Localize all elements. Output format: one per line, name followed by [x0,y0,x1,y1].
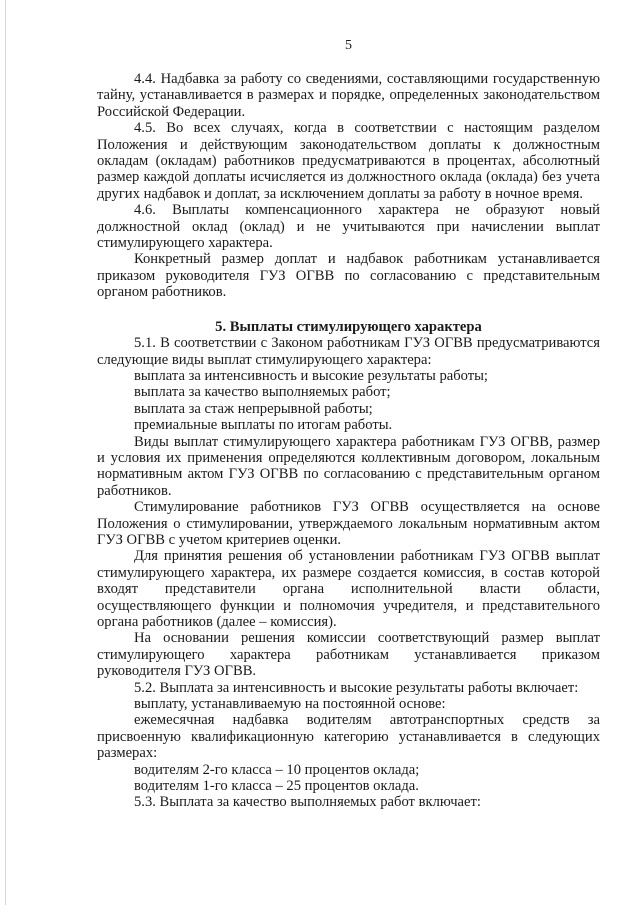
scan-edge-line [5,0,6,905]
paragraph: Конкретный размер доплат и надбавок работникам устанавливается приказом руководителя ГУЗ ОГВВ по согласованию с представительным органом работников. [97,251,600,301]
paragraph: 4.5. Во всех случаях, когда в соответствии с настоящим разделом Положения и действующим законодательством доплаты к должностным окладам (окладам) работников предусматриваются в процентах, абсолютный размер каждой доплаты исчисляется из должностного оклада (оклада) без учета других надбавок и доплат, за исключением доплаты за работу в ночное время. [97,120,600,202]
list-item: 5.3. Выплата за качество выполняемых работ включает: [134,794,481,811]
document-body [97,71,600,811]
paragraph: ежемесячная надбавка водителям автотранспортных средств за присвоенную квалификационную категорию устанавливается в следующих размерах: [97,712,600,762]
list-item: выплата за интенсивность и высокие результаты работы; [134,367,488,384]
list-item: выплата за стаж непрерывной работы; [134,400,373,417]
list-item: водителям 1-го класса – 25 процентов оклада. [134,778,419,795]
paragraph: 4.6. Выплаты компенсационного характера не образуют новый должностной оклад (оклад) и не учитываются при начислении выплат стимулирующего характера. [97,202,600,252]
list-item: водителям 2-го класса – 10 процентов оклада; [134,761,420,778]
paragraph: 5.2. Выплата за интенсивность и высокие результаты работы включает: [134,679,579,696]
section-5-body [97,335,600,811]
paragraph: Стимулирование работников ГУЗ ОГВВ осуществляется на основе Положения о стимулировании, утверждаемого локальным нормативным актом ГУЗ ОГВВ с учетом критериев оценки. [97,499,600,548]
list-item: выплату, устанавливаемую на постоянной основе: [134,696,446,713]
paragraph: На основании решения комиссии соответствующий размер выплат стимулирующего характера работникам устанавливается приказом руководителя ГУЗ ОГВВ. [97,630,600,680]
list-item: премиальные выплаты по итогам работы. [134,417,393,434]
paragraph: Для принятия решения об установлении работникам ГУЗ ОГВВ выплат стимулирующего характера, их размере создается комиссия, в состав которой входят представители органа исполнительной власти области, осуществляющего функции и полномочия учредителя, и представительного органа работников (далее – комиссия). [97,548,600,630]
paragraph: 4.4. Надбавка за работу со сведениями, составляющими государственную тайну, устанавливается в размерах и порядке, определенных законодательством Российской Федерации. [97,71,600,120]
paragraph: Виды выплат стимулирующего характера работникам ГУЗ ОГВВ, размер и условия их применения определяются коллективным договором, локальным нормативным актом ГУЗ ОГВВ по согласованию с представительным органом работников. [97,433,600,499]
list-item: выплата за качество выполняемых работ; [134,384,391,401]
page-number: 5 [345,38,352,53]
paragraph: 5.1. В соответствии с Законом работникам ГУЗ ОГВВ предусматриваются следующие виды выплат стимулирующего характера: [97,335,600,368]
section-4-tail [97,71,600,301]
section-heading: 5. Выплаты стимулирующего характера [215,318,482,335]
